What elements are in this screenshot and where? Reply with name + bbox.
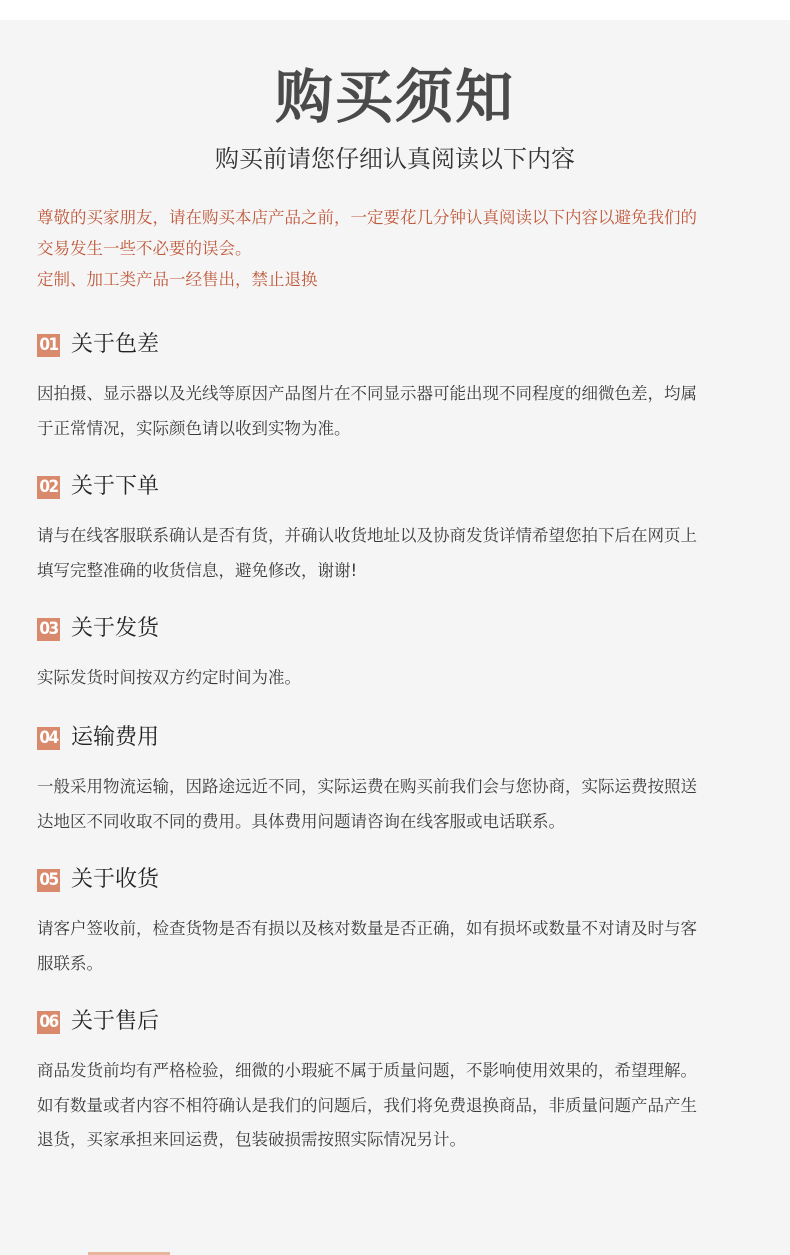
section-text-line: 请客户签收前，检查货物是否有损以及核对数量是否正确，如有损坏或数量不对请及时与客 xyxy=(37,919,697,938)
section-color-difference xyxy=(37,330,759,446)
section-text-line: 商品发货前均有严格检验，细微的小瑕疵不属于质量问题，不影响使用效果的，希望理解。 xyxy=(37,1061,697,1080)
page-subtitle: 购买前请您仔细认真阅读以下内容 xyxy=(215,145,575,173)
section-title: 关于售后 xyxy=(71,1009,160,1034)
section-title: 关于下单 xyxy=(71,474,160,499)
section-text-line: 填写完整准确的收货信息，避免修改，谢谢! xyxy=(37,560,358,580)
section-text-line: 服联系。 xyxy=(37,953,103,973)
section-body xyxy=(37,519,759,588)
section-text-line: 实际发货时间按双方约定时间为准。 xyxy=(37,668,301,687)
section-number-badge: 02 xyxy=(37,476,60,499)
section-header xyxy=(37,723,759,753)
section-header xyxy=(37,330,759,360)
notice-line: 交易发生一些不必要的误会。 xyxy=(37,239,252,258)
section-freight-cost xyxy=(37,723,759,839)
section-header xyxy=(37,1007,759,1037)
section-receiving xyxy=(37,865,759,981)
section-title: 关于色差 xyxy=(71,332,160,357)
section-ordering xyxy=(37,472,759,588)
section-title: 运输费用 xyxy=(71,725,160,750)
notice-line: 尊敬的买家朋友，请在购买本店产品之前，一定要花几分钟认真阅读以下内容以避免我们的 xyxy=(37,208,697,227)
section-body xyxy=(37,770,759,839)
section-text-line: 达地区不同收取不同的费用。具体费用问题请咨询在线客服或电话联系。 xyxy=(37,811,565,831)
section-text-line: 于正常情况，实际颜色请以收到实物为准。 xyxy=(37,418,351,438)
section-body xyxy=(37,377,759,446)
section-title: 关于发货 xyxy=(71,616,160,641)
section-body xyxy=(37,661,759,696)
section-number-badge: 01 xyxy=(37,334,60,357)
section-text-line: 退货，买家承担来回运费，包装破损需按照实际情况另计。 xyxy=(37,1130,466,1149)
section-title: 关于收货 xyxy=(71,867,160,892)
section-number-badge: 06 xyxy=(37,1011,60,1034)
section-header xyxy=(37,614,759,644)
page-title: 购买须知 xyxy=(274,63,515,131)
section-after-sales xyxy=(37,1007,759,1158)
section-text-line: 如有数量或者内容不相符确认是我们的问题后，我们将免费退换商品，非质量问题产品产生 xyxy=(37,1095,697,1115)
section-text-line: 请与在线客服联系确认是否有货，并确认收货地址以及协商发货详情希望您拍下后在网页上 xyxy=(37,526,697,545)
section-header xyxy=(37,472,759,502)
section-text-line: 因拍摄、显示器以及光线等原因产品图片在不同显示器可能出现不同程度的细微色差，均属 xyxy=(37,384,697,403)
section-body xyxy=(37,912,759,981)
purchase-notice-page xyxy=(0,20,790,1255)
section-body xyxy=(37,1054,759,1158)
section-number-badge: 04 xyxy=(37,727,60,750)
section-header xyxy=(37,865,759,895)
notice-line-no-return: 定制、加工类产品一经售出，禁止退换 xyxy=(37,270,318,289)
section-shipping xyxy=(37,614,759,696)
notice-block xyxy=(37,202,759,295)
section-number-badge: 05 xyxy=(37,869,60,892)
section-number-badge: 03 xyxy=(37,618,60,641)
section-text-line: 一般采用物流运输，因路途远近不同，实际运费在购买前我们会与您协商，实际运费按照送 xyxy=(37,777,697,796)
